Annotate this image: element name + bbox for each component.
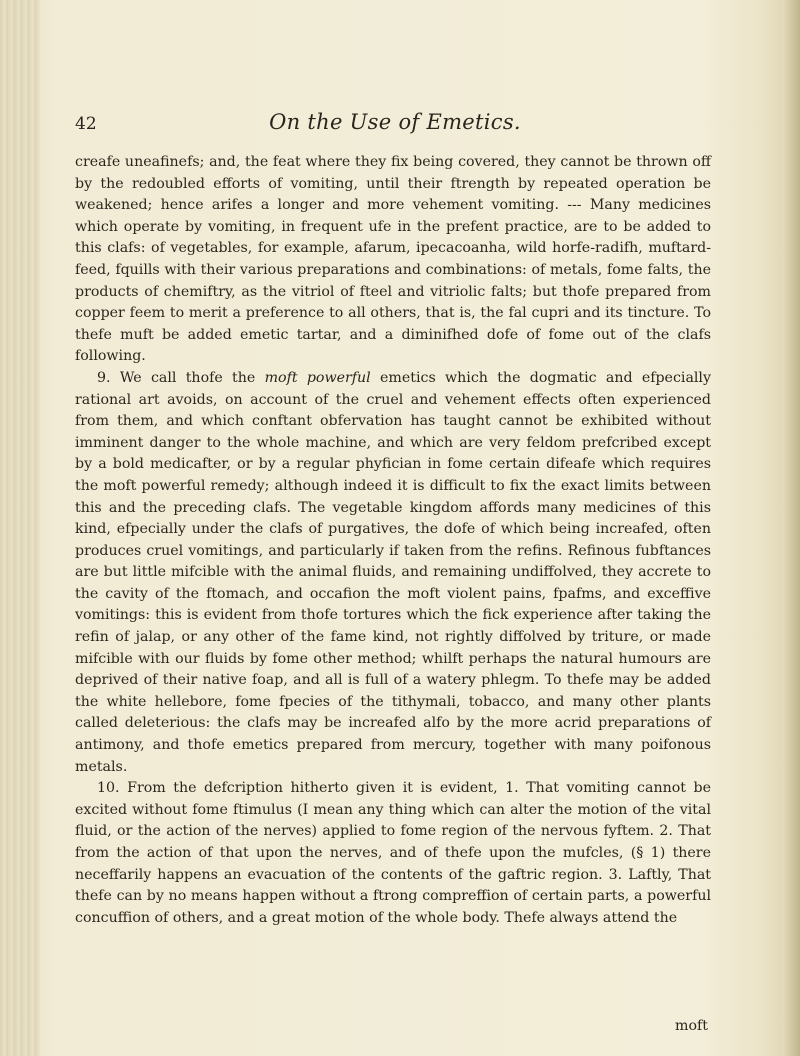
running-title: On the Use of Emetics. [269,110,521,134]
catchword: moft [675,1018,708,1034]
paragraph-9-italic: moft powerful [264,369,371,386]
body-text [75,152,711,929]
paragraph-9-lead: 9. We call thofe the [97,369,265,386]
page-header [75,108,715,138]
paragraph-continuation: creafe uneafinefs; and, the feat where they fix being covered, they cannot be thrown off by the redoubled efforts of vomiting, until their ftrength by repeated operation be weakened; hence arifes a longer and more vehement vomiting. --- Many medicines which operate by vomiting, in frequent ufe in the prefent practice, are to be added to this clafs: of vegetables, for example, afarum, ipecacoanha, wild horfe-radifh, muftard-feed, fquills with their various preparations and combinations: of metals, fome falts, the products of chemiftry, as the vitriol of fteel and vitriolic falts; but thofe prepared from copper feem to merit a preference to all others, that is, the fal cupri and its tincture. To thefe muft be added emetic tartar, and a diminifhed dofe of fome out of the clafs following. [75,154,711,365]
binding-gutter [0,0,40,1056]
page-edge [782,0,800,1056]
page-number: 42 [75,114,97,134]
paragraph-9 [75,368,711,778]
paragraph-10: 10. From the defcription hitherto given it is evident, 1. That vomiting cannot be excited without fome ftimulus (I mean any thing which can alter the motion of the vital fluid, or the action of the nerves) applied to fome region of the nervous fyftem. 2. That from the action of that upon the nerves, and of thefe upon the mufcles, (§ 1) there neceffarily happens an evacuation of the contents of the gaftric region. 3. Laftly, That thefe can by no means happen without a ftrong compreffion of certain parts, a powerful concuffion of others, and a great motion of the whole body. Thefe always attend the [75,780,711,926]
paragraph-9-body: emetics which the dogmatic and efpecially rational art avoids, on account of the cruel and vehement effects often experienced from them, and which conftant obfervation has taught cannot be exhibited without imminent danger to the whole machine, and which are very feldom prefcribed except by a bold medicafter, or by a regular phyfician in fome certain difeafe which requires the moft powerful remedy; although indeed it is difficult to fix the exact limits between this and the preceding clafs. The vegetable kingdom affords many medicines of this kind, efpecially under the clafs of purgatives, the dofe of which being increafed, often produces cruel vomitings, and particularly if taken from the refins. Refinous fubftances are but little mifcible with the animal fluids, and remaining undiffolved, they accrete to the cavity of the ftomach, and occafion the moft violent pains, fpafms, and exceffive vomitings: this is evident from thofe tortures which the fick experience after taking the refin of jalap, or any other of the fame kind, not rightly diffolved by triture, or made mifcible with our fluids by fome other method; whilft perhaps the natural humours are deprived of their native foap, and all is full of a watery phlegm. To thefe may be added the white hellebore, fome fpecies of the tithymali, tobacco, and many other plants called deleterious: the clafs may be increafed alfo by the more acrid preparations of antimony, and thofe emetics prepared from mercury, together with many poifonous metals. [75,369,711,775]
